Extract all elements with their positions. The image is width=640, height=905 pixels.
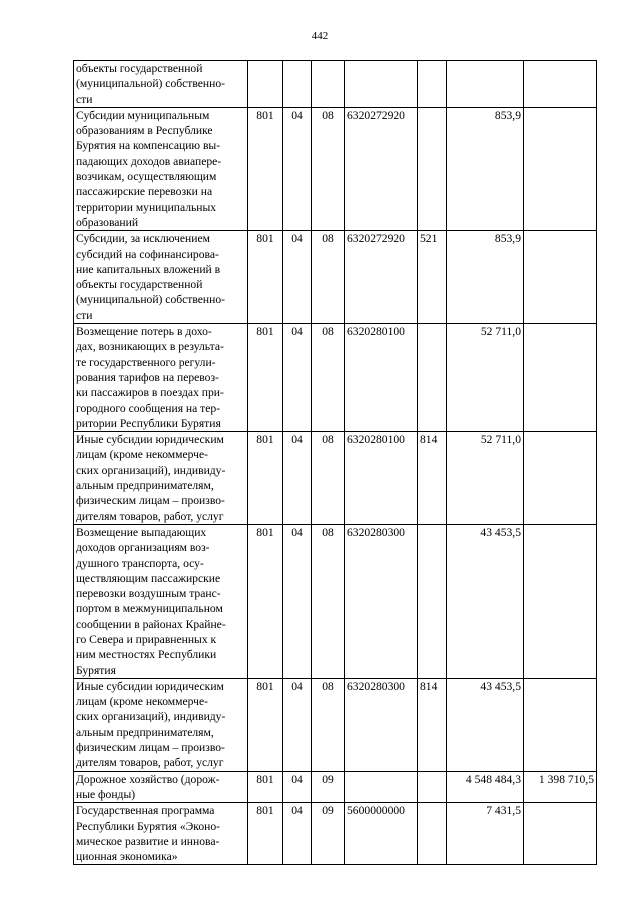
- item-name-line: Бурятия: [76, 663, 116, 677]
- target-article-cell: 6320272920: [345, 231, 418, 324]
- table-row: [74, 432, 597, 525]
- item-name-line: образованиям в Республике: [76, 124, 213, 138]
- admin-code-cell: 801: [248, 803, 283, 865]
- item-name-line: го Севера и приравненных к: [76, 632, 217, 646]
- section-cell: 04: [283, 231, 312, 324]
- including-amount-cell: [524, 524, 597, 678]
- budget-table: [73, 60, 597, 865]
- item-name-line: ние капитальных вложений в: [76, 262, 221, 276]
- item-name-line: перевозки воздушным транс-: [76, 587, 221, 601]
- section-cell: 04: [283, 771, 312, 803]
- item-name-cell: [74, 803, 248, 865]
- subsection-cell: 08: [312, 524, 345, 678]
- item-name-line: ских организаций), индивиду-: [76, 463, 226, 477]
- item-name-line: субсидий на софинансирова-: [76, 247, 219, 261]
- item-name-cell: [74, 771, 248, 803]
- table-row: [74, 107, 597, 230]
- item-name-cell: [74, 432, 248, 525]
- item-name-line: (муниципальной) собственно-: [76, 77, 225, 91]
- amount-cell: 43 453,5: [447, 524, 524, 678]
- item-name-line: ществляющим пассажирские: [76, 571, 221, 585]
- amount-cell: [447, 61, 524, 108]
- amount-cell: 853,9: [447, 107, 524, 230]
- item-name-line: городного сообщения на тер-: [76, 401, 221, 415]
- amount-cell: 853,9: [447, 231, 524, 324]
- including-amount-cell: [524, 231, 597, 324]
- target-article-cell: 6320280100: [345, 432, 418, 525]
- item-name-cell: [74, 231, 248, 324]
- target-article-cell: 6320280300: [345, 678, 418, 771]
- item-name-line: Государственная программа: [76, 804, 215, 818]
- admin-code-cell: 801: [248, 524, 283, 678]
- item-name-cell: [74, 324, 248, 432]
- amount-cell: 52 711,0: [447, 324, 524, 432]
- including-amount-cell: 1 398 710,5: [524, 771, 597, 803]
- subsection-cell: 08: [312, 231, 345, 324]
- section-cell: 04: [283, 432, 312, 525]
- amount-cell: 7 431,5: [447, 803, 524, 865]
- item-name-line: те государственного регули-: [76, 355, 216, 369]
- including-amount-cell: [524, 803, 597, 865]
- target-article-cell: 6320280100: [345, 324, 418, 432]
- item-name-line: альным предпринимателям,: [76, 725, 214, 739]
- item-name-cell: [74, 107, 248, 230]
- table-row: [74, 678, 597, 771]
- page-number: 442: [311, 30, 329, 42]
- section-cell: 04: [283, 324, 312, 432]
- admin-code-cell: 801: [248, 107, 283, 230]
- item-name-line: ним местностях Республики: [76, 648, 217, 662]
- admin-code-cell: 801: [248, 432, 283, 525]
- item-name-line: ритории Республики Бурятия: [76, 416, 221, 430]
- expense-type-cell: 814: [418, 432, 447, 525]
- item-name-line: объекты государственной: [76, 278, 203, 292]
- item-name-line: душного транспорта, осу-: [76, 556, 204, 570]
- admin-code-cell: 801: [248, 678, 283, 771]
- item-name-line: Иные субсидии юридическим: [76, 433, 224, 447]
- item-name-line: объекты государственной: [76, 62, 203, 75]
- target-article-cell: [345, 61, 418, 108]
- item-name-line: сти: [76, 308, 93, 322]
- item-name-line: дах, возникающих в результа-: [76, 340, 224, 354]
- item-name-line: физическим лицам – произво-: [76, 741, 225, 755]
- item-name-line: физическим лицам – произво-: [76, 494, 225, 508]
- table-row: [74, 231, 597, 324]
- item-name-line: образований: [76, 215, 139, 229]
- table-row: [74, 324, 597, 432]
- item-name-line: падающих доходов авиапере-: [76, 154, 222, 168]
- item-name-line: Субсидии муниципальным: [76, 108, 210, 122]
- section-cell: 04: [283, 107, 312, 230]
- item-name-line: доходов организациям воз-: [76, 541, 210, 555]
- item-name-line: дителям товаров, работ, услуг: [76, 756, 224, 770]
- section-cell: 04: [283, 678, 312, 771]
- item-name-line: Возмещение выпадающих: [76, 525, 207, 539]
- item-name-line: Возмещение потерь в дохо-: [76, 325, 212, 339]
- item-name-line: сообщении в районах Крайне-: [76, 617, 226, 631]
- including-amount-cell: [524, 324, 597, 432]
- item-name-line: Республики Бурятия «Эконо-: [76, 819, 221, 833]
- item-name-line: лицам (кроме некоммерче-: [76, 695, 208, 709]
- subsection-cell: 08: [312, 678, 345, 771]
- target-article-cell: 5600000000: [345, 803, 418, 865]
- item-name-line: пассажирские перевозки на: [76, 185, 213, 199]
- item-name-line: альным предпринимателям,: [76, 479, 214, 493]
- subsection-cell: 08: [312, 107, 345, 230]
- item-name-line: лицам (кроме некоммерче-: [76, 448, 208, 462]
- including-amount-cell: [524, 61, 597, 108]
- including-amount-cell: [524, 678, 597, 771]
- item-name-line: территории муниципальных: [76, 200, 217, 214]
- subsection-cell: 08: [312, 432, 345, 525]
- admin-code-cell: [248, 61, 283, 108]
- item-name-cell: [74, 678, 248, 771]
- target-article-cell: 6320280300: [345, 524, 418, 678]
- subsection-cell: 09: [312, 771, 345, 803]
- item-name-cell: [74, 524, 248, 678]
- expense-type-cell: 814: [418, 678, 447, 771]
- target-article-cell: 6320272920: [345, 107, 418, 230]
- expense-type-cell: [418, 524, 447, 678]
- amount-cell: 52 711,0: [447, 432, 524, 525]
- amount-cell: 4 548 484,3: [447, 771, 524, 803]
- expense-type-cell: [418, 107, 447, 230]
- section-cell: 04: [283, 524, 312, 678]
- item-name-line: Иные субсидии юридическим: [76, 679, 224, 693]
- item-name-line: мическое развитие и иннова-: [76, 834, 220, 848]
- item-name-line: Дорожное хозяйство (дорож-: [76, 772, 220, 786]
- subsection-cell: 08: [312, 324, 345, 432]
- expense-type-cell: [418, 324, 447, 432]
- item-name-cell: [74, 61, 248, 108]
- item-name-line: Бурятия на компенсацию вы-: [76, 139, 221, 153]
- admin-code-cell: 801: [248, 324, 283, 432]
- including-amount-cell: [524, 432, 597, 525]
- table-row: [74, 771, 597, 803]
- table-row: [74, 61, 597, 108]
- expense-type-cell: [418, 771, 447, 803]
- expense-type-cell: [418, 61, 447, 108]
- admin-code-cell: 801: [248, 231, 283, 324]
- expense-type-cell: [418, 803, 447, 865]
- item-name-line: ских организаций), индивиду-: [76, 710, 226, 724]
- table-row: [74, 803, 597, 865]
- table-row: [74, 524, 597, 678]
- section-cell: 04: [283, 803, 312, 865]
- item-name-line: дителям товаров, работ, услуг: [76, 509, 224, 523]
- including-amount-cell: [524, 107, 597, 230]
- item-name-line: портом в межмуниципальном: [76, 602, 223, 616]
- item-name-line: ные фонды): [76, 787, 136, 801]
- item-name-line: ки пассажиров в поездах при-: [76, 386, 224, 400]
- item-name-line: (муниципальной) собственно-: [76, 293, 225, 307]
- admin-code-cell: 801: [248, 771, 283, 803]
- section-cell: [283, 61, 312, 108]
- item-name-line: сти: [76, 92, 93, 106]
- amount-cell: 43 453,5: [447, 678, 524, 771]
- target-article-cell: [345, 771, 418, 803]
- expense-type-cell: 521: [418, 231, 447, 324]
- item-name-line: рования тарифов на перевоз-: [76, 370, 219, 384]
- subsection-cell: 09: [312, 803, 345, 865]
- item-name-line: возчикам, осуществляющим: [76, 170, 217, 184]
- item-name-line: ционная экономика»: [76, 850, 178, 864]
- subsection-cell: [312, 61, 345, 108]
- item-name-line: Субсидии, за исключением: [76, 232, 210, 246]
